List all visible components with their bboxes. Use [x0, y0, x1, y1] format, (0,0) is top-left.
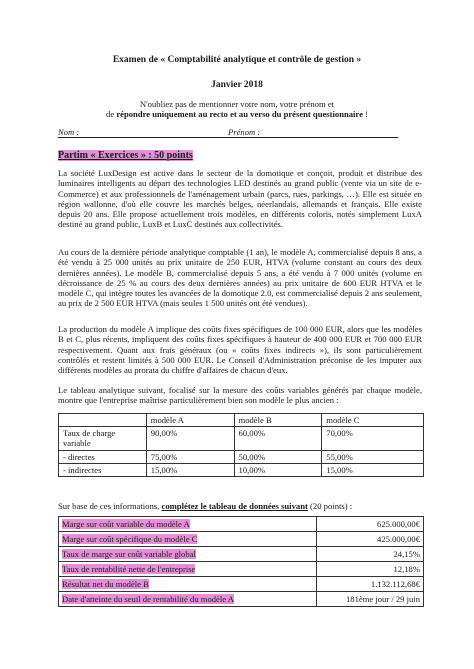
- answer-row: [59, 562, 424, 577]
- table-cell: 10,00%: [234, 464, 322, 477]
- table-cell: 15,00%: [322, 464, 424, 477]
- part-title: [58, 150, 193, 161]
- question-suffix: (20 points) :: [307, 501, 353, 511]
- table-cell: 15,00%: [146, 464, 234, 477]
- answer-label-text: Résultat net du modèle B: [62, 579, 149, 589]
- table-cell: 50,00%: [234, 451, 322, 464]
- paragraph-company: La société LuxDesign est active dans le secteur de la domotique et conçoit, produit et distribue des luminaires intelligents au départ des technologies LED destinés au grand public (vente via un site de e-Commerce) et aux professionnels de l'aménagement urbain (parcs, rues, parkings, …). Elle est située en région wallonne, d'où elle couvre les marchés belges, néerlandais, allemands et français. Elle existe depuis 20 ans. Elle propose actuellement trois modèles, en différents coloris, notés simplement LuxA destiné au grand public, LuxB et LuxC destinés aux collectivités.: [58, 168, 422, 230]
- table-header-cell: modèle C: [322, 414, 424, 427]
- question-emphasis: complétez le tableau de données suivant: [161, 501, 308, 511]
- answer-row: [59, 517, 424, 532]
- table-cell: 90,00%: [146, 427, 234, 451]
- variable-cost-table: [58, 413, 424, 477]
- answer-label: [59, 562, 317, 577]
- firstname-label: Prénom :: [228, 127, 261, 137]
- table-cell: - indirectes: [59, 464, 147, 477]
- answer-label: [59, 547, 317, 562]
- exam-title: Examen de « Comptabilité analytique et contrôle de gestion »: [112, 55, 362, 65]
- answer-label: [59, 517, 317, 532]
- table-cell: 75,00%: [146, 451, 234, 464]
- answer-value[interactable]: 24,15%: [317, 547, 424, 562]
- paragraph-table-intro: Le tableau analytique suivant, focalisé sur la mesure des coûts variables générés par chaque modèle, montre que l'entreprise maîtrise particulièrement bien son modèle le plus ancien :: [58, 385, 422, 406]
- reminder-suffix: !: [362, 109, 368, 119]
- answer-label-text: Marge sur coût spécifique du modèle C: [62, 534, 198, 544]
- table-cell: 55,00%: [322, 451, 424, 464]
- answer-label-text: Taux de rentabilité nette de l'entreprise: [62, 564, 196, 574]
- answer-value[interactable]: 181ème jour / 29 juin: [317, 592, 424, 607]
- question-instruction: [58, 501, 352, 511]
- answer-value[interactable]: 625.000,00€: [317, 517, 424, 532]
- answer-label: [59, 592, 317, 607]
- answer-row: [59, 592, 424, 607]
- table-row: [59, 427, 424, 451]
- answer-label-text: Taux de marge sur coût variable global: [62, 549, 196, 559]
- reminder-line-2: [0, 109, 474, 119]
- paragraph-sales: Au cours de la dernière période analytique comptable (1 an), le modèle A, commercialisé depuis 8 ans, a été vendu à 25 000 unités au prix unitaire de 250 EUR, HTVA (volume constant au cours des deux dernières années). Le modèle B, commercialisé depuis 5 ans, a été vendu à 7 000 unités (volume en décroissance de 25 % au cours des deux dernières années) au prix unitaire de 600 EUR HTVA et le modèle C, qui intègre toutes les avancées de la domotique 2.0, est commercialisé depuis 2 ans seulement, au prix de 2 500 EUR HTVA (mais seules 1 500 unités ont été vendues).: [58, 247, 422, 309]
- reminder-line-1: N'oubliez pas de mentionner votre nom, votre prénom et: [139, 99, 335, 109]
- paragraph-fixed-costs: La production du modèle A implique des coûts fixes spécifiques de 100 000 EUR, alors que les modèles B et C, plus récents, impliquent des coûts fixes spécifiques à hauteur de 400 000 EUR et 700 000 EUR respectivement. Quant aux frais généraux (ou « coûts fixes indirects »), ils sont particulièrement contrôlés et restent limités à 500 000 EUR. Le Conseil d'Administration préconise de les imputer aux différents modèles au prorata du chiffre d'affaires de chacun d'eux.: [58, 324, 422, 376]
- table-cell: Taux de charge variable: [59, 427, 147, 451]
- table-row: [59, 464, 424, 477]
- table-header-row: [59, 414, 424, 427]
- part-title-text: Partim « Exercices » : 50 points: [58, 150, 193, 161]
- name-label: Nom :: [58, 127, 80, 137]
- table-header-cell: modèle A: [146, 414, 234, 427]
- table-cell: 60,00%: [234, 427, 322, 451]
- reminder-emphasis: répondre uniquement au recto et au verso du présent questionnaire: [116, 109, 363, 119]
- table-cell: 70,00%: [322, 427, 424, 451]
- answer-label-text: Marge sur coût variable du modèle A: [62, 519, 190, 529]
- answer-value[interactable]: 425.000,00€: [317, 532, 424, 547]
- exam-date: Janvier 2018: [211, 80, 263, 90]
- answer-label-text: Date d'atteinte du seuil de rentabilité du modèle A: [62, 594, 234, 604]
- name-field-line[interactable]: [58, 127, 398, 138]
- answer-label: [59, 532, 317, 547]
- answer-value[interactable]: 12,18%: [317, 562, 424, 577]
- table-header-cell: modèle B: [234, 414, 322, 427]
- table-header-cell: [59, 414, 147, 427]
- table-cell: - directes: [59, 451, 147, 464]
- answer-table: [58, 516, 424, 607]
- answer-row: [59, 532, 424, 547]
- reminder-prefix: de: [106, 109, 117, 119]
- table-row: [59, 451, 424, 464]
- answer-row: [59, 547, 424, 562]
- answer-label: [59, 577, 317, 592]
- answer-row: [59, 577, 424, 592]
- question-prefix: Sur base de ces informations,: [58, 501, 162, 511]
- answer-value[interactable]: 1.132.112,68€: [317, 577, 424, 592]
